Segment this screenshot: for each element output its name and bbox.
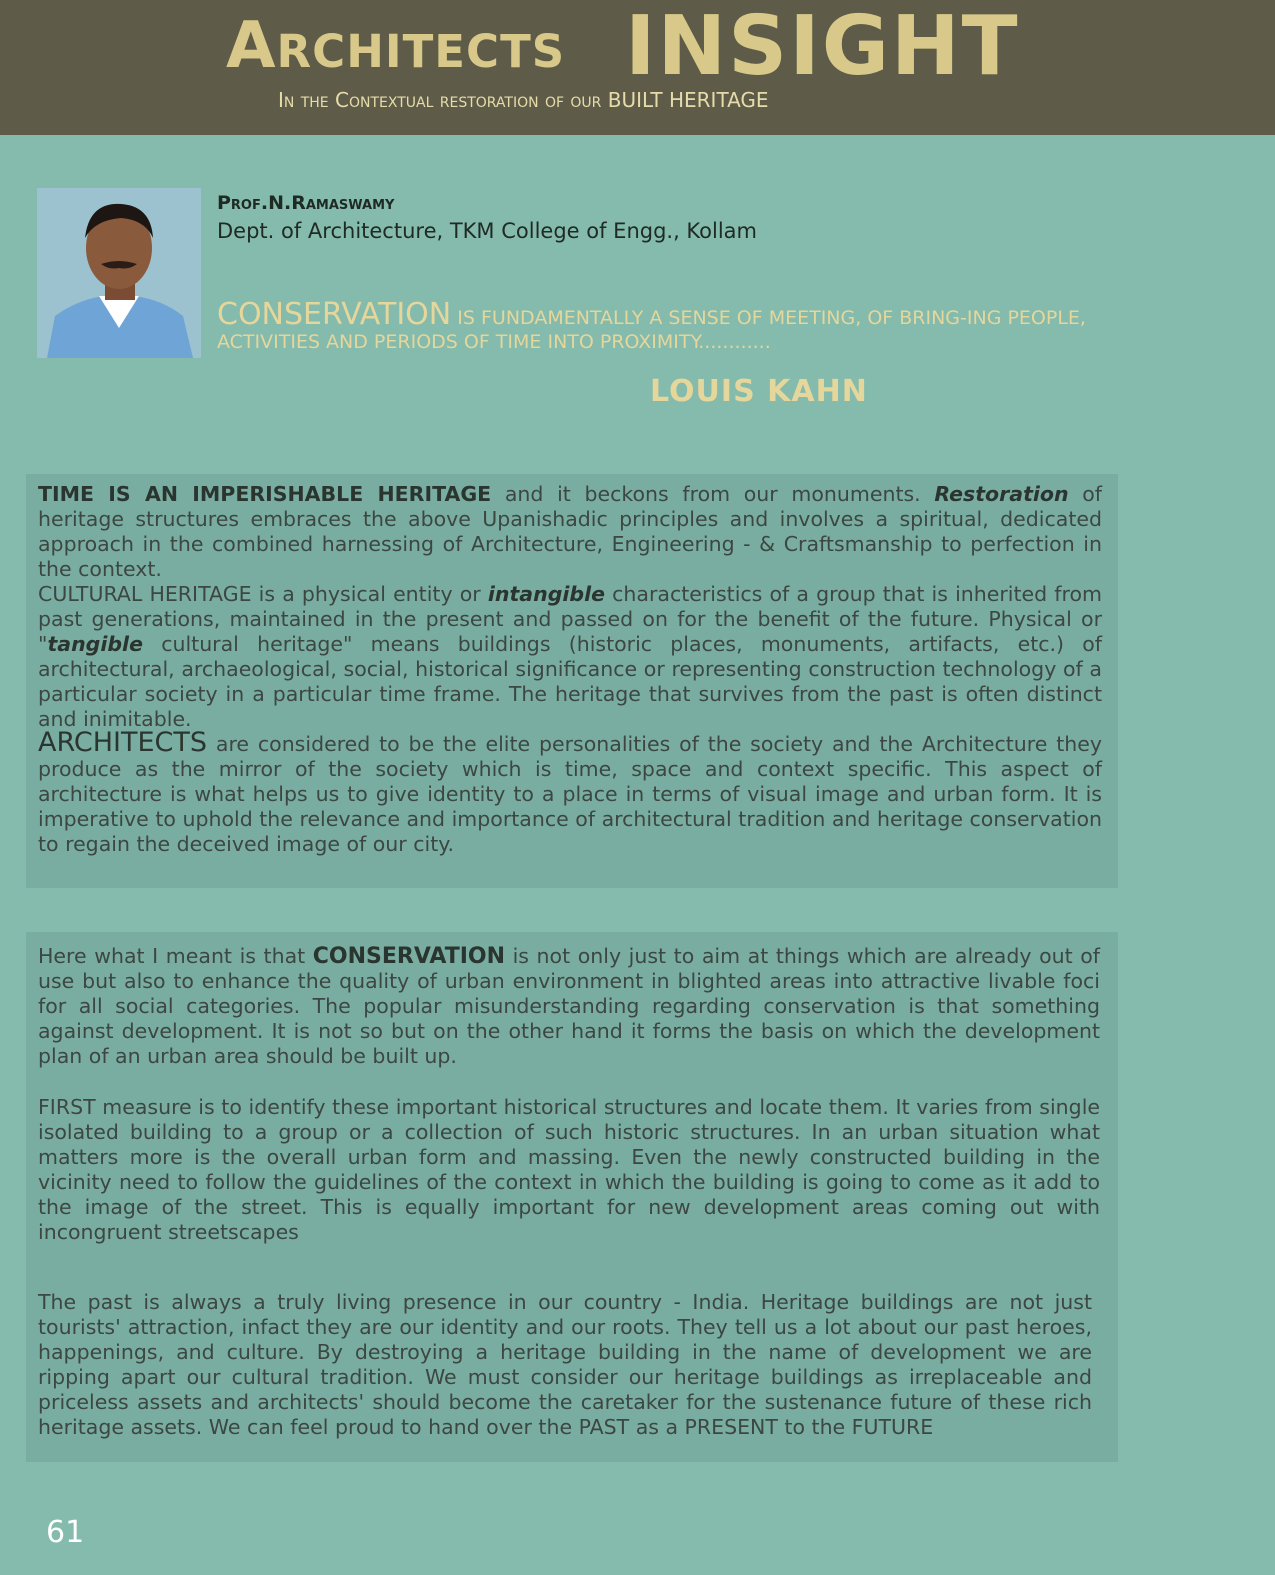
title-insight: INSIGHT <box>625 0 1020 94</box>
p2-text-a: CULTURAL HERITAGE is a physical entity or <box>38 582 488 606</box>
p4-bold: CONSERVATION <box>312 944 505 969</box>
quote-text: IS FUNDAMENTALLY A SENSE OF MEETING, OF BRING-ING PEOPLE, ACTIVITIES AND PERIODS OF TIME INTO PROXIMITY............ <box>217 307 1086 353</box>
page-number: 61 <box>46 1515 85 1550</box>
p1-text-b: of heritage structures embraces the above Upanishadic principles and involves a spiritual, dedicated approach in the combined harnessing of Architecture, Engineering - & Craftsmanship to perfection in the context. <box>38 482 1103 581</box>
p1-italic: Restoration <box>934 482 1069 506</box>
page-header <box>0 0 1275 135</box>
p1-text-a: and it beckons from our monuments. <box>491 482 935 506</box>
p2-text-c: cultural heritage" means buildings (historic places, monuments, artifacts, etc.) of architectural, archaeological, social, historical significance or representing construction technology of a particular society in a particular time frame. The heritage that survives from the past is often distinct and inimitable. <box>38 632 1102 731</box>
paragraph-first-measure: FIRST measure is to identify these important historical structures and locate them. It varies from single isolated building to a group or a collection of such historic structures. In an urban situation what matters more is the overall urban form and massing. Even the newly constructed building in the vicinity need to follow the guidelines of the context in which the building is going to come as it add to the image of the street. This is equally important for new development areas coming out with incongruent streetscapes <box>38 1095 1100 1244</box>
quote-author: LOUIS KAHN <box>650 374 868 409</box>
author-name: Prof.N.Ramaswamy <box>217 192 395 214</box>
author-photo <box>37 188 201 358</box>
p4-text-a: Here what I meant is that <box>38 944 313 968</box>
paragraph-cultural-heritage <box>38 582 1102 732</box>
p1-lead: TIME IS AN IMPERISHABLE HERITAGE <box>38 482 492 506</box>
p2-italic-b: tangible <box>47 632 143 656</box>
p2-text-b: characteristics of a group that is inherited from past generations, maintained in the present and passed on for the benefit of the future. Physical or " <box>38 582 1103 656</box>
p3-text: are considered to be the elite personalities of the society and the Architecture they produce as the mirror of the society which is time, space and context specific. This aspect of architecture is what helps us to give identity to a place in terms of visual image and urban form. It is imperative to uphold the relevance and importance of architectural tradition and heritage conservation to regain the deceived image of our city. <box>38 732 1102 856</box>
p2-italic-a: intangible <box>487 582 605 606</box>
paragraph-architects <box>38 727 1102 857</box>
pull-quote <box>217 297 1097 354</box>
author-department: Dept. of Architecture, TKM College of Engg., Kollam <box>217 219 758 243</box>
quote-lead-word: CONSERVATION <box>217 297 452 332</box>
subtitle-prefix: In the Contextual restoration of our <box>278 88 602 112</box>
p3-lead: ARCHITECTS <box>38 727 208 758</box>
paragraph-past-present: The past is always a truly living presence in our country - India. Heritage buildings are not just tourists' attraction, infact they are our identity and our roots. They tell us a lot about our past heroes, happenings, and culture. By destroying a heritage building in the name of development we are ripping apart our cultural tradition. We must consider our heritage buildings as irreplaceable and priceless assets and architects' should become the caretaker for the sustenance future of these rich heritage assets. We can feel proud to hand over the PAST as a PRESENT to the FUTURE <box>38 1290 1092 1439</box>
p4-text-b: is not only just to aim at things which are already out of use but also to enhance the quality of urban environment in blighted areas into attractive livable foci for all social categories. The popular misunderstanding regarding conservation is that something against development. It is not so but on the other hand it forms the basis on which the development plan of an urban area should be built up. <box>38 944 1100 1068</box>
paragraph-time-heritage <box>38 482 1102 582</box>
subtitle-emphasis: BUILT HERITAGE <box>607 88 769 112</box>
header-subtitle <box>278 88 769 112</box>
title-architects: Architects <box>226 9 566 83</box>
paragraph-conservation <box>38 944 1100 1069</box>
